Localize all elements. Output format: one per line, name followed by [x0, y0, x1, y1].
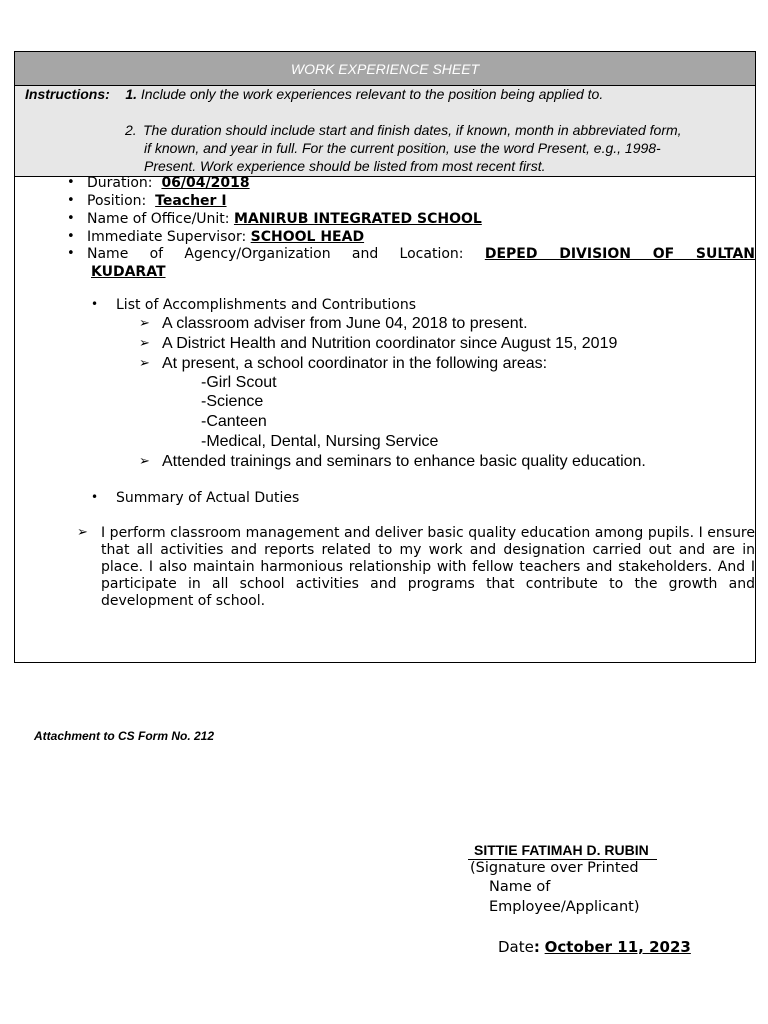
instructions-box: [15, 86, 755, 177]
date-line: [498, 938, 691, 956]
supervisor-label: Immediate Supervisor:: [87, 229, 247, 245]
bullet-icon: •: [91, 297, 99, 311]
instruction-2-line-1: The duration should include start and finish dates, if known, month in abbreviated form,: [143, 122, 682, 138]
bullet-icon: •: [91, 490, 99, 504]
work-experience-sheet: [14, 51, 756, 663]
agency-value-line-1: DEPED DIVISION OF SULTAN: [484, 246, 755, 262]
instruction-line-1: [25, 86, 603, 102]
agency-label: Name of Agency/Organization and Location:: [87, 246, 464, 262]
office-row: [87, 211, 482, 227]
signature-caption-2: Name of: [489, 879, 551, 895]
duration-label: Duration:: [87, 175, 153, 191]
accomplishment-item: A classroom adviser from June 04, 2018 to present.: [162, 315, 528, 332]
sheet-title: WORK EXPERIENCE SHEET: [15, 52, 755, 86]
duration-value: 06/04/2018: [161, 175, 250, 191]
position-label: Position:: [87, 193, 147, 209]
position-row: [87, 193, 227, 209]
bullet-icon: •: [67, 246, 75, 261]
instruction-2-line-2: if known, and year in full. For the current position, use the word Present, e.g., 1998-: [144, 140, 661, 156]
date-label: Date: [498, 938, 534, 956]
agency-value-line-2: KUDARAT: [91, 264, 166, 280]
arrow-bullet-icon: ➢: [139, 336, 150, 351]
supervisor-value: SCHOOL HEAD: [250, 229, 365, 245]
signature-caption-3: Employee/Applicant): [489, 899, 640, 915]
arrow-bullet-icon: ➢: [139, 316, 150, 331]
instructions-label: Instructions:: [25, 86, 110, 102]
arrow-bullet-icon: ➢: [139, 356, 150, 371]
date-value: October 11, 2023: [544, 938, 691, 956]
attachment-note: Attachment to CS Form No. 212: [34, 729, 215, 743]
bullet-icon: •: [67, 229, 75, 244]
agency-row: [87, 246, 755, 262]
coordinator-area: -Girl Scout: [201, 374, 277, 391]
accomplishment-item: A District Health and Nutrition coordinator since August 15, 2019: [162, 335, 618, 352]
accomplishment-item: At present, a school coordinator in the following areas:: [162, 355, 548, 372]
coordinator-area: -Science: [201, 393, 264, 410]
instruction-1-number: 1.: [125, 86, 138, 102]
bullet-icon: •: [67, 193, 75, 208]
accomplishments-heading: List of Accomplishments and Contributions: [116, 297, 416, 313]
bullet-icon: •: [67, 175, 75, 190]
duties-summary: I perform classroom management and deliver basic quality education among pupils. I ensure that all activities and reports related to my work and designation carried out and are in place. I also maintain harmonious relationship with fellow teachers and stakeholders. And I participate in all school activities and programs that contribute to the growth and development of school.: [101, 525, 755, 609]
instruction-1-text: Include only the work experiences relevant to the position being applied to.: [140, 86, 604, 102]
bullet-icon: •: [67, 211, 75, 226]
arrow-bullet-icon: ➢: [139, 454, 150, 469]
coordinator-area: -Canteen: [201, 413, 267, 430]
signature-caption-1: (Signature over Printed: [470, 860, 639, 876]
position-value: Teacher I: [155, 193, 227, 209]
arrow-bullet-icon: ➢: [77, 525, 88, 540]
instruction-2: [125, 121, 750, 175]
date-colon: :: [533, 938, 540, 956]
office-label: Name of Office/Unit:: [87, 211, 230, 227]
duties-heading: Summary of Actual Duties: [116, 490, 300, 506]
office-value: MANIRUB INTEGRATED SCHOOL: [233, 211, 482, 227]
coordinator-area: -Medical, Dental, Nursing Service: [201, 433, 439, 450]
signatory-name: SITTIE FATIMAH D. RUBIN: [468, 842, 657, 860]
instruction-2-number: 2.: [125, 122, 137, 138]
agency-row-cont: [91, 264, 166, 280]
accomplishment-item: Attended trainings and seminars to enhance basic quality education.: [162, 453, 646, 470]
instruction-2-line-3: Present. Work experience should be listed from most recent first.: [144, 158, 546, 174]
duration-row: [87, 175, 250, 191]
supervisor-row: [87, 229, 364, 245]
